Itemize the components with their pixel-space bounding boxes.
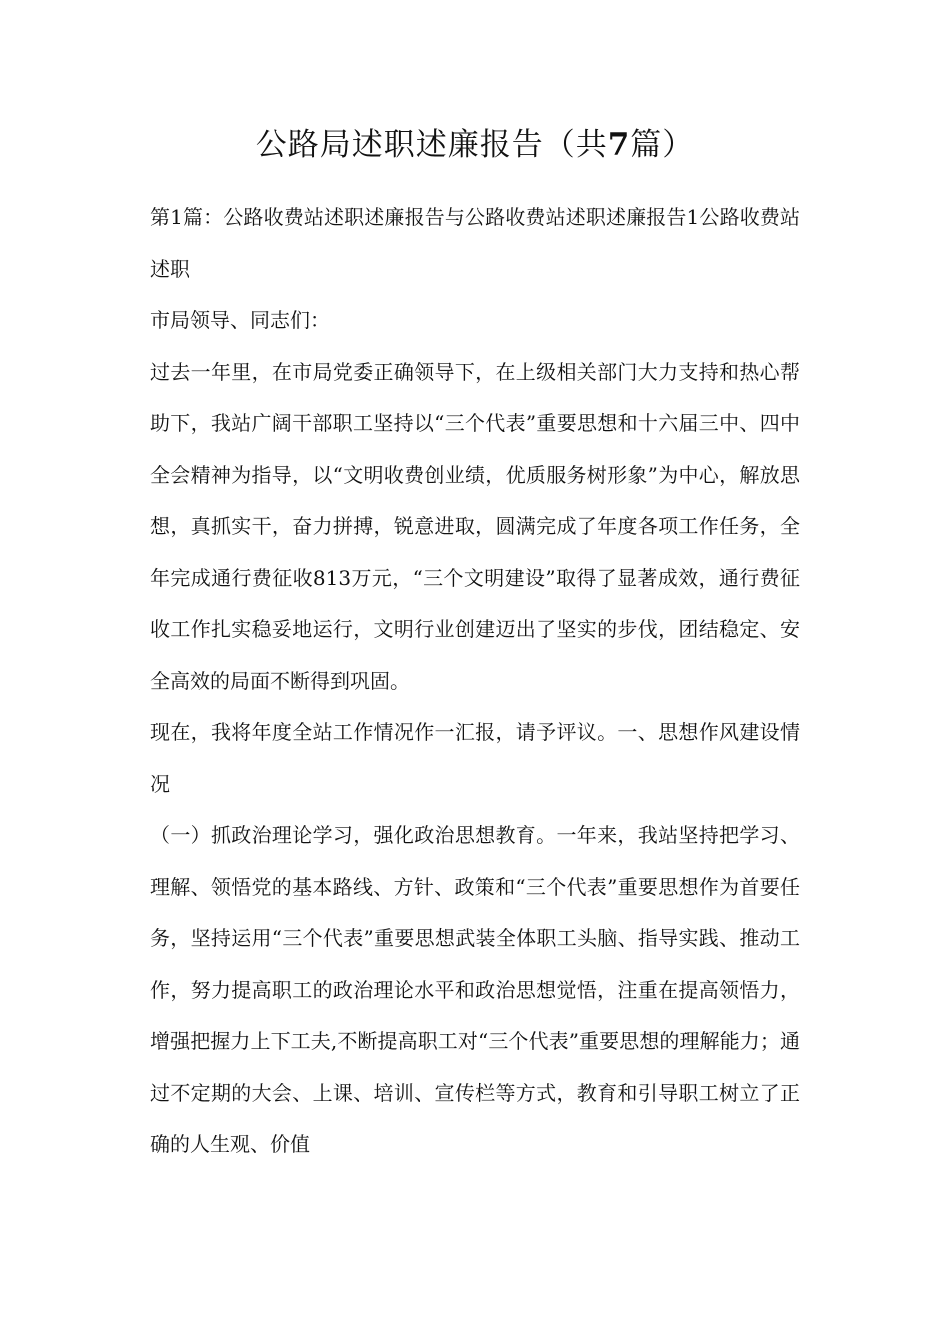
document-body (150, 192, 800, 1171)
paragraph-salutation: 市局领导、同志们： (150, 308, 330, 332)
title-prefix: 公路局述职述廉报告（共 (255, 127, 608, 163)
paragraph-summary: 过去一年里，在市局党委正确领导下，在上级相关部门大力支持和热心帮助下，我站广阔干部职工坚持以“三个代表”重要思想和十六届三中、四中全会精神为指导，以“文明收费创业绩，优质服务树形象”为中心，解放思想，真抓实干，奋力拼搏，锐意进取，圆满完成了年度各项工作任务，全年完成通行费征收813万元，“三个文明建设”取得了显著成效，通行费征收工作扎实稳妥地运行，文明行业创建迈出了坚实的步伐，团结稳定、安全高效的局面不断得到巩固。 (150, 359, 800, 693)
paragraph-report-intro: 现在，我将年度全站工作情况作一汇报，请予评议。一、思想作风建设情况 (150, 720, 800, 796)
paragraph-political-study: （一）抓政治理论学习，强化政治思想教育。一年来，我站坚持把学习、理解、领悟党的基本路线、方针、政策和“三个代表”重要思想作为首要任务，坚持运用“三个代表”重要思想武装全体职工头脑、指导实践、推动工作，努力提高职工的政治理论水平和政治思想觉悟，注重在提高领悟力，增强把握力上下工夫,不断提高职工对“三个代表”重要思想的理解能力；通过不定期的大会、上课、培训、宣传栏等方式，教育和引导职工树立了正确的人生观、价值 (150, 823, 800, 1156)
title-suffix: 篇） (630, 127, 695, 163)
document-title (0, 120, 950, 170)
title-number: 7 (607, 127, 631, 163)
paragraph-heading: 第1篇：公路收费站述职述廉报告与公路收费站述职述廉报告1公路收费站述职 (150, 205, 800, 281)
